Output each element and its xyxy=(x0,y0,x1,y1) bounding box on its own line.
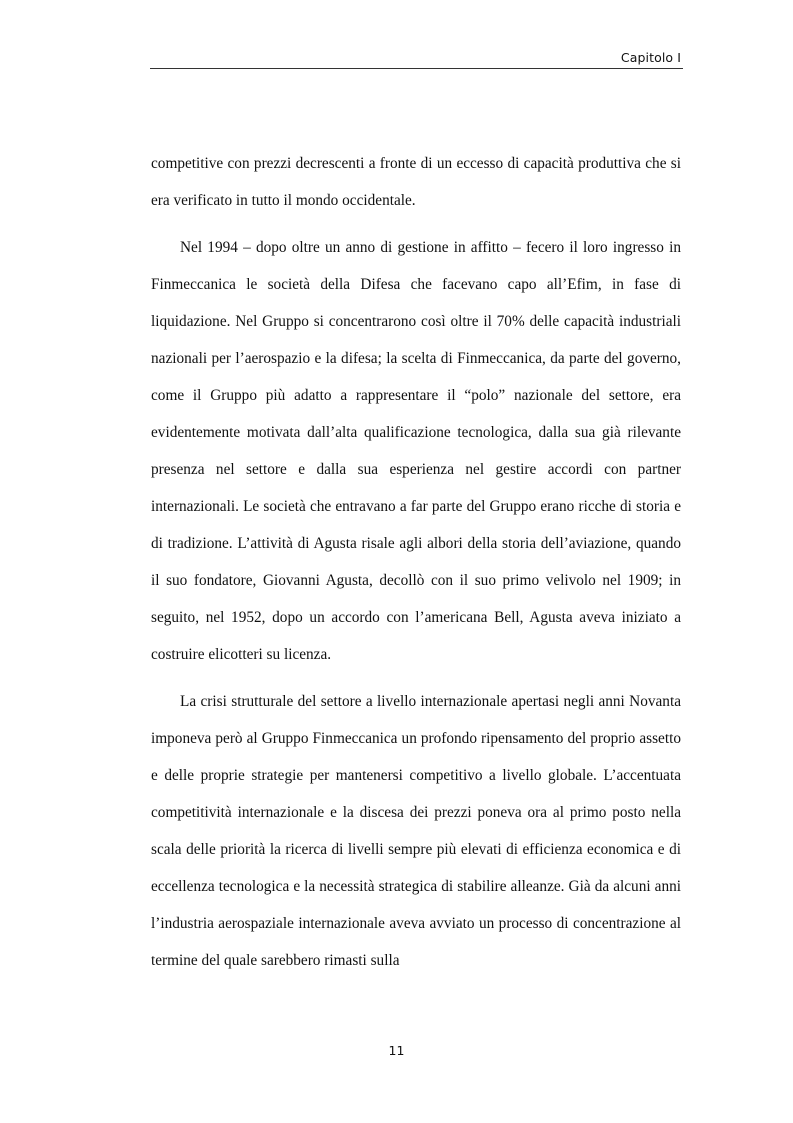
running-header xyxy=(150,48,683,69)
paragraph-finmeccanica-1994: Nel 1994 – dopo oltre un anno di gestione in affitto – fecero il loro ingresso in Finmeccanica le società della Difesa che facevano capo all’Efim, in fase di liquidazione. Nel Gruppo si concentrarono così oltre il 70% delle capacità industriali nazionali per l’aerospazio e la difesa; la scelta di Finmeccanica, da parte del governo, come il Gruppo più adatto a rappresentare il “polo” nazionale del settore, era evidentemente motivata dall’alta qualificazione tecnologica, dalla sua già rilevante presenza nel settore e dalla sua esperienza nel gestire accordi con partner internazionali. Le società che entravano a far parte del Gruppo erano ricche di storia e di tradizione. L’attività di Agusta risale agli albori della storia dell’aviazione, quando il suo fondatore, Giovanni Agusta, decollò con il suo primo velivolo nel 1909; in seguito, nel 1952, dopo un accordo con l’americana Bell, Agusta aveva iniziato a costruire elicotteri su licenza. xyxy=(151,239,681,663)
page-body xyxy=(151,145,681,989)
paragraph-crisi-strutturale: La crisi strutturale del settore a livello internazionale apertasi negli anni Novanta imponeva però al Gruppo Finmeccanica un profondo ripensamento del proprio assetto e delle proprie strategie per mantenersi competitivo a livello globale. L’accentuata competitività internazionale e la discesa dei prezzi poneva ora al primo posto nella scala delle priorità la ricerca di livelli sempre più elevati di efficienza economica e di eccellenza tecnologica e la necessità strategica di stabilire alleanze. Già da alcuni anni l’industria aerospaziale internazionale aveva avviato un processo di concentrazione al termine del quale sarebbero rimasti sulla xyxy=(151,693,681,969)
chapter-title: Capitolo I xyxy=(620,50,681,65)
page-number: 11 xyxy=(388,1043,405,1058)
paragraph-continued: competitive con prezzi decrescenti a fronte di un eccesso di capacità produttiva che si era verificato in tutto il mondo occidentale. xyxy=(151,155,681,209)
